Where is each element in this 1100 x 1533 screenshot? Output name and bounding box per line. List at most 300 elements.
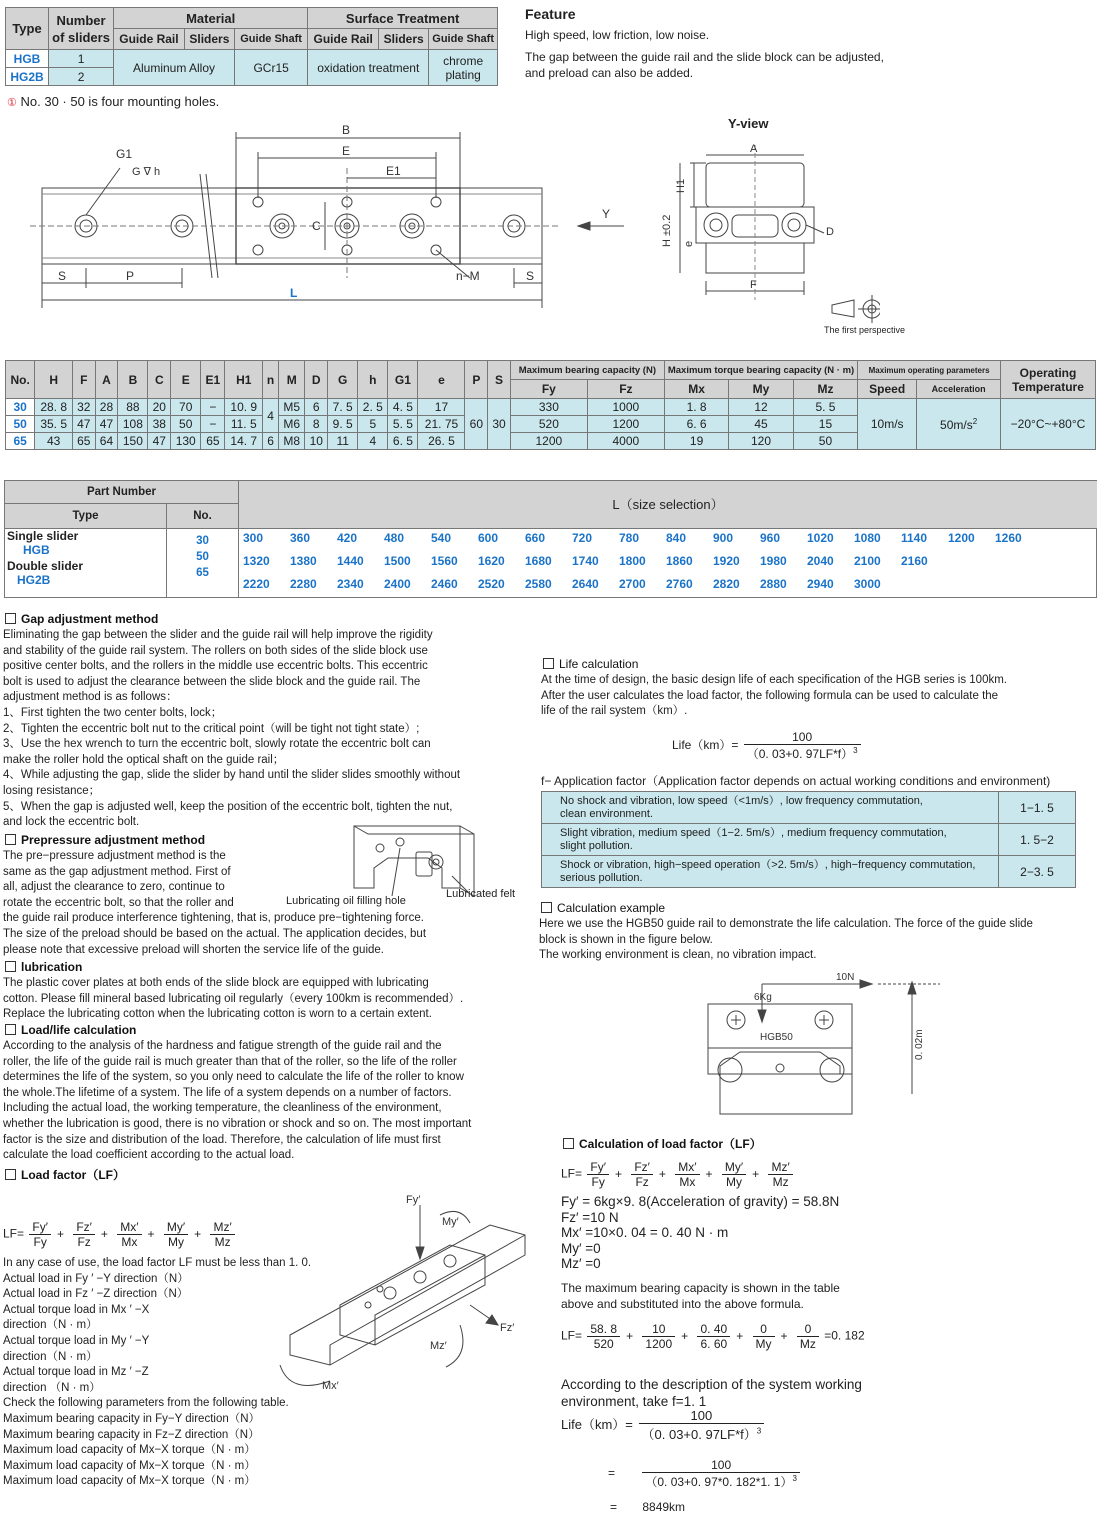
text-line: whether the lubrication is good, there is no vibration or shock and so on. The most important: [3, 1117, 472, 1130]
lf-step-den: （0. 03+0. 97*0. 182*1. 1）: [645, 1475, 793, 1489]
dim-no: 65: [6, 433, 35, 450]
app-factor-value: 2−3. 5: [999, 856, 1076, 888]
size-value: 2820: [713, 577, 740, 591]
dim-cell: 64: [95, 433, 118, 450]
force-my: My′: [442, 1216, 459, 1228]
dim-cell: 12: [729, 399, 793, 416]
label-c: C: [312, 219, 321, 233]
dim-speed: 10m/s: [858, 399, 917, 450]
text-line: Actual torque load in My ′ −Y: [3, 1334, 150, 1347]
label-e: E: [342, 144, 351, 158]
lf-frac-mx: [117, 1220, 141, 1249]
size-value: 2040: [807, 554, 834, 568]
dim-cell: 4: [358, 433, 388, 450]
yview-label-d: D: [826, 226, 834, 238]
lf-calc-frac: [768, 1160, 792, 1189]
app-factor-row: [542, 856, 1076, 888]
lubrication-text: [3, 976, 523, 1023]
text-line: Mx′ =10×0. 04 = 0. 40 N · m: [561, 1225, 729, 1241]
dim-cell: 11. 5: [225, 416, 263, 433]
dim-cell: 5. 5: [793, 399, 857, 416]
size-value: 300: [243, 531, 264, 545]
dim-cell: 14. 7: [225, 433, 263, 450]
dim-no: 50: [6, 416, 35, 433]
dim-h-esmall: e: [418, 361, 465, 399]
part-number-table: [4, 480, 1097, 598]
text-line: the guide rail produce interference tightening, that is, produce pre−tightening force.: [3, 912, 424, 925]
lf-den: Fy: [33, 1235, 47, 1249]
header-guide-shaft: Guide Shaft: [234, 29, 307, 50]
type-double-code: HG2B: [17, 573, 51, 587]
lf-calc-den: Fy: [591, 1175, 605, 1189]
lf-step-frac: [642, 1458, 800, 1490]
lf-frac-mz: [210, 1220, 234, 1249]
dim-h-mz: Mz: [793, 380, 857, 399]
lf-calc-frac: [722, 1160, 746, 1189]
dim-cell: 11: [328, 433, 358, 450]
lf-sub-frac: [642, 1322, 675, 1351]
lf-calc-values: [561, 1194, 839, 1272]
dim-cell: 6. 5: [388, 433, 418, 450]
text-line: 5、When the gap is adjusted well, keep the position of the eccentric bolt, tighten the nut,: [3, 800, 453, 813]
feature-title: Feature: [525, 6, 576, 22]
lf-step-sup: 3: [792, 1474, 797, 1483]
text-line: 4、While adjusting the gap, slide the slider by hand until the slider slides smoothly without: [3, 769, 461, 782]
label-e1: E1: [386, 164, 401, 178]
type-single-code: HGB: [23, 543, 50, 557]
force-mx: Mx′: [322, 1380, 339, 1392]
size-value: 2340: [337, 577, 364, 591]
part-no: 65: [196, 567, 209, 579]
label-p: P: [126, 269, 135, 283]
lf-den: My: [168, 1235, 184, 1249]
part-no: 30: [196, 535, 209, 547]
lubrication-section-title: [5, 960, 82, 974]
lf-life-frac: [639, 1408, 765, 1443]
gap-text: [3, 628, 523, 831]
text-line: roller, the life of the guide rail is much greater than that of the roller, so the life of the roller: [3, 1055, 457, 1068]
dim-cell: −: [201, 399, 225, 416]
lf-frac-my: [164, 1220, 188, 1249]
dim-cell: 8: [305, 416, 328, 433]
text-line: Check the following parameters from the following table.: [3, 1397, 289, 1410]
lf-sub-label: LF=: [561, 1328, 583, 1343]
dim-cell: 47: [95, 416, 118, 433]
size-cells: [238, 529, 1097, 597]
text-line: adjustment method is as follows：: [3, 691, 178, 704]
lf-calc-frac: [587, 1160, 609, 1189]
app-factor-text1: Slight vibration, medium speed（1−2. 5m/s）, medium frequency commutation,: [560, 826, 947, 839]
lf-calc-frac: [675, 1160, 699, 1189]
lf-num: Fz′: [73, 1220, 95, 1235]
surface-shaft: chrome plating: [429, 50, 498, 86]
app-factor-text1: No shock and vibration, low speed（<1m/s）, low frequency commutation,: [560, 794, 923, 807]
dim-cell: 32: [72, 399, 95, 416]
app-factor-row: [542, 824, 1076, 856]
size-value: 900: [713, 531, 734, 545]
dim-h-h1: H1: [225, 361, 263, 399]
app-factor-desc: [542, 792, 999, 824]
type-hg2b: HG2B: [6, 68, 49, 86]
app-factor-text2: clean environment.: [560, 807, 653, 820]
lf-calc-num: My′: [722, 1160, 746, 1175]
fig-dist: 0. 02m: [914, 1029, 925, 1060]
load-life-text: [3, 1039, 523, 1164]
size-value: 1980: [760, 554, 787, 568]
dim-h-hsmall: h: [358, 361, 388, 399]
dim-h-e: E: [171, 361, 201, 399]
checkbox-square-icon: [543, 658, 554, 669]
text-line: direction（N · m）: [3, 1319, 98, 1332]
lf-calc-note1: The maximum bearing capacity is shown in the table: [561, 1281, 840, 1295]
dim-cell: 330: [510, 399, 587, 416]
load-factor-title-text: Load factor（LF）: [21, 1168, 125, 1182]
size-value: 2460: [431, 577, 458, 591]
lf-sub-den: 520: [593, 1337, 614, 1351]
lf-sub-den: Mz: [799, 1337, 816, 1351]
dim-cell: 6: [305, 399, 328, 416]
dim-cell: 50: [793, 433, 857, 450]
dim-temp: −20°C~+80°C: [1001, 399, 1096, 450]
dim-cell: 43: [35, 433, 73, 450]
label-gh: G ∇ h: [132, 166, 161, 178]
dim-cell: 520: [510, 416, 587, 433]
app-factor-text1: Shock or vibration, high−speed operation（>2. 5m/s）, high−frequency commutation,: [560, 858, 976, 871]
number-hgb: 1: [49, 50, 114, 68]
yview-label-e: e: [683, 240, 695, 247]
dim-cell: 47: [148, 433, 171, 450]
dim-cell: 10: [305, 433, 328, 450]
lf-den: Mx: [121, 1235, 138, 1249]
lf-calc-den: Mx: [679, 1175, 696, 1189]
dim-cell: 4. 5: [388, 399, 418, 416]
prepressure-section-title: [5, 833, 205, 847]
text-line: factor is the size and distribution of the load. Therefore, the calculation of life must first: [3, 1133, 441, 1146]
lf-den: Mz: [214, 1235, 231, 1249]
app-factor-text2: serious pollution.: [560, 871, 643, 884]
app-factor-desc: [542, 856, 999, 888]
size-value: 2220: [243, 577, 270, 591]
text-line: Maximum bearing capacity in Fz−Z direction（N）: [3, 1428, 260, 1441]
text-line: block is shown in the figure below.: [539, 933, 713, 946]
dim-h-operating-temp: Operating Temperature: [1001, 361, 1096, 399]
text-line: all, adjust the clearance to zero, continue to: [3, 881, 225, 894]
lf-calc-den: Mz: [772, 1175, 789, 1189]
lf-calc-num: Mx′: [675, 1160, 699, 1175]
size-value: 480: [384, 531, 405, 545]
size-value: 840: [666, 531, 687, 545]
text-line: Maximum bearing capacity in Fy−Y direction（N）: [3, 1412, 261, 1425]
text-line: cotton. Please fill mineral based lubricating oil regularly（every 100km is recommended）.: [3, 992, 464, 1005]
dim-n-65: 6: [263, 433, 279, 450]
lf-sub-frac: [753, 1322, 775, 1351]
label-felt: Lubricated felt: [446, 888, 516, 900]
mounting-note: [7, 94, 219, 109]
label-oil-hole: Lubricating oil filling hole: [286, 895, 406, 907]
lf-sub-num: 10: [642, 1322, 675, 1337]
fig-model: HGB50: [760, 1032, 793, 1043]
material-table: [5, 7, 498, 86]
dim-cell: M8: [279, 433, 305, 450]
text-line: In any case of use, the load factor LF must be less than 1. 0.: [3, 1257, 312, 1269]
dim-cell: 21. 75: [418, 416, 465, 433]
part-h-part-number: Part Number: [5, 481, 238, 504]
text-line: Here we use the HGB50 guide rail to demonstrate the life calculation. The force of the guide slide: [539, 918, 1033, 930]
dim-accel-sup: 2: [972, 416, 978, 426]
dim-cell: 47: [72, 416, 95, 433]
header-guide-rail-2: Guide Rail: [308, 29, 379, 50]
load-factor-section-title: [5, 1166, 125, 1183]
size-value: 780: [619, 531, 640, 545]
text-line: 1、First tighten the two center bolts, lock；: [3, 706, 223, 719]
material-rail-slider: Aluminum Alloy: [114, 50, 235, 86]
dim-h-m: M: [279, 361, 305, 399]
dim-h-p: P: [465, 361, 488, 399]
life-formula-sup: 3: [853, 746, 858, 755]
text-line: Actual torque load in Mz ′ −Z: [3, 1366, 149, 1379]
label-y: Y: [602, 207, 611, 221]
lf-life-label: Life（km）=: [561, 1416, 633, 1432]
text-line: According to the analysis of the hardness and fatigue strength of the guide rail and the: [3, 1040, 442, 1052]
label-b: B: [342, 123, 351, 137]
size-value: 1920: [713, 554, 740, 568]
dim-cell: 2. 5: [358, 399, 388, 416]
size-value: 2100: [854, 554, 881, 568]
yview-label-f: F: [750, 279, 757, 291]
text-line: The pre−pressure adjustment method is the: [3, 850, 226, 862]
lf-sub-frac: [797, 1322, 819, 1351]
label-nm: n−M: [456, 269, 480, 283]
dim-h-b: B: [118, 361, 148, 399]
dim-cell: 1200: [510, 433, 587, 450]
lf-sub-frac: [587, 1322, 620, 1351]
type-double: Double slider: [7, 559, 84, 573]
text-line: Including the actual load, the working temperature, the cleanliness of the environment,: [3, 1102, 442, 1115]
text-line: losing resistance；: [3, 784, 101, 797]
yview-label-a: A: [750, 143, 758, 155]
feature-line3: and preload can also be added.: [525, 66, 694, 80]
dim-cell: 15: [793, 416, 857, 433]
load-life-section-title: [5, 1023, 136, 1037]
life-calc-title-text: Life calculation: [559, 657, 639, 671]
dim-cell: M6: [279, 416, 305, 433]
part-h-type: Type: [5, 504, 167, 529]
gap-section-title: [5, 612, 158, 626]
label-s-right: S: [526, 269, 535, 283]
size-value: 2400: [384, 577, 411, 591]
size-value: 2640: [572, 577, 599, 591]
text-line: the whole.The lifetime of a system. The life of a system depends on a number of factors.: [3, 1086, 452, 1099]
first-perspective-label: The first perspective: [824, 325, 906, 335]
dim-cell: 65: [72, 433, 95, 450]
lf-desc2: environment, take f=1. 1: [561, 1394, 707, 1409]
lf-num: Mz′: [210, 1220, 234, 1235]
size-value: 540: [431, 531, 452, 545]
text-line: Eliminating the gap between the slider and the guide rail will help improve the rigidity: [3, 629, 433, 641]
lf-sub-num: 58. 8: [587, 1322, 620, 1337]
dim-cell: 5: [358, 416, 388, 433]
lf-calc-frac: [631, 1160, 653, 1189]
lf-sub-result: =0. 182: [824, 1328, 865, 1343]
text-line: direction（N · m）: [3, 1350, 98, 1363]
dim-cell: 88: [118, 399, 148, 416]
prepressure-title-text: Prepressure adjustment method: [21, 833, 206, 847]
dim-cell: 1000: [587, 399, 664, 416]
gap-title-text: Gap adjustment method: [21, 612, 159, 626]
dim-h-f: F: [72, 361, 95, 399]
lf-num: Fy′: [29, 1220, 51, 1235]
dim-h-e1: E1: [201, 361, 225, 399]
lf-life-step: [608, 1458, 802, 1490]
material-shaft: GCr15: [234, 50, 307, 86]
checkbox-square-icon: [541, 902, 552, 913]
size-value: 720: [572, 531, 593, 545]
header-surface: Surface Treatment: [308, 8, 498, 29]
text-line: After the user calculates the load factor, the following formula can be used to calculate the: [541, 689, 999, 702]
lf-substitution: LF= $\frac{58. 8}{520}$ + $\frac{10}{1200}$ + $\frac{0. 40}{6. 60}$ + $\frac{0}{My}$ + $\frac{0}{Mz}$ =0. 182: [561, 1322, 865, 1351]
lf-life-num: 100: [639, 1408, 765, 1424]
dim-s: 30: [488, 399, 511, 450]
dim-cell: 45: [729, 416, 793, 433]
size-row: [243, 531, 1042, 545]
life-formula-num: 100: [744, 730, 861, 745]
lf-sub-den: 6. 60: [700, 1337, 728, 1351]
dim-cell: 20: [148, 399, 171, 416]
size-value: 1620: [478, 554, 505, 568]
dim-cell: 130: [171, 433, 201, 450]
text-line: Maximum load capacity of Mx−X torque（N · m）: [3, 1475, 256, 1488]
text-line: Mz′ =0: [561, 1256, 601, 1272]
mounting-note-text: No. 30 · 50 is four mounting holes.: [20, 94, 220, 109]
lf-formula-left: LF= $\frac{Fy'}{Fy}$ + $\frac{Fz'}{Fz}$ + $\frac{Mx'}{Mx}$ + $\frac{My'}{My}$ + $\frac{Mz'}{Mz}$: [3, 1220, 237, 1249]
hgb50-figure: [700, 970, 940, 1118]
force-mz: Mz′: [430, 1340, 447, 1352]
feature-line1: High speed, low friction, low noise.: [525, 28, 710, 42]
lf-calc-note2: above and substituted into the above formula.: [561, 1297, 804, 1311]
life-formula-frac: [744, 730, 861, 762]
lf-frac-fz: [73, 1220, 95, 1249]
checkbox-square-icon: [5, 1024, 16, 1035]
dim-cell: 19: [664, 433, 728, 450]
size-value: 420: [337, 531, 358, 545]
lf-life-result: [610, 1500, 685, 1514]
lf-calc-section-title: [563, 1135, 762, 1152]
checkbox-square-icon: [5, 961, 16, 972]
header-material: Material: [114, 8, 308, 29]
rail-drawing: [0, 118, 1100, 340]
part-h-no: No.: [167, 504, 238, 529]
lf-result-value: 8849km: [642, 1500, 686, 1514]
text-line: Maximum load capacity of Mx−X torque（N · m）: [3, 1459, 256, 1472]
dim-cell: 10. 9: [225, 399, 263, 416]
lf-calc-num: Fy′: [587, 1160, 609, 1175]
text-line: rotate the eccentric bolt, so that the roller and: [3, 896, 234, 909]
size-value: 1020: [807, 531, 834, 545]
lf-sub-num: 0. 40: [697, 1322, 730, 1337]
text-line: At the time of design, the basic design life of each specification of the HGB series is 100km.: [541, 674, 1007, 686]
dim-cell: 65: [201, 433, 225, 450]
text-line: 3、Use the hex wrench to turn the eccentric bolt, slowly rotate the eccentric bolt can: [3, 738, 431, 751]
text-line: Actual load in Fz ′ −Z direction（N）: [3, 1288, 189, 1301]
dim-h-max-bearing: Maximum bearing capacity (N): [510, 361, 664, 380]
life-formula-den: （0. 03+0. 97LF*f）: [746, 747, 854, 761]
lf-label: LF=: [3, 1226, 25, 1241]
lf-life-sup: 3: [756, 1426, 762, 1436]
size-value: 660: [525, 531, 546, 545]
lf-sub-num: 0: [753, 1322, 775, 1337]
force-fy: Fy′: [406, 1194, 421, 1206]
lf-result-eq: =: [610, 1500, 618, 1514]
app-factor-table: [541, 791, 1076, 888]
dim-cell: 9. 5: [328, 416, 358, 433]
app-factor-value: 1. 5−2: [999, 824, 1076, 856]
size-value: 1380: [290, 554, 317, 568]
lf-calc-num: Fz′: [631, 1160, 653, 1175]
force-diagram: [270, 1185, 535, 1395]
size-value: 1680: [525, 554, 552, 568]
dim-cell: 1. 8: [664, 399, 728, 416]
text-line: Replace the lubricating cotton when the lubricating cotton is worn to a certain extent.: [3, 1008, 432, 1021]
dim-cell: 50: [171, 416, 201, 433]
lf-calc-den: My: [726, 1175, 742, 1189]
text-line: Maximum load capacity of Mx−X torque（N · m）: [3, 1444, 256, 1457]
text-line: Fz′ =10 N: [561, 1209, 619, 1225]
size-value: 1440: [337, 554, 364, 568]
text-line: The size of the preload should be based on the actual. The application decides, but: [3, 927, 427, 940]
header-number-sliders: Number of sliders: [49, 8, 114, 50]
dim-n-30-50: 4: [263, 399, 279, 433]
app-factor-text2: slight pollution.: [560, 839, 633, 852]
size-value: 1860: [666, 554, 693, 568]
dim-cell: 6. 6: [664, 416, 728, 433]
lf-calc-den: Fz: [635, 1175, 649, 1189]
size-value: 2160: [901, 554, 928, 568]
dim-accel-value: 50m/s: [940, 417, 973, 432]
header-type: Type: [6, 8, 49, 50]
dim-h-c: C: [148, 361, 171, 399]
text-line: Fy′ = 6kg×9. 8(Acceleration of gravity) = 58.8N: [561, 1194, 840, 1209]
load-life-title-text: Load/life calculation: [21, 1023, 137, 1037]
size-value: 600: [478, 531, 499, 545]
calc-example-section-title: [541, 901, 665, 915]
dim-h-n: n: [263, 361, 279, 399]
app-factor-value: 1−1. 5: [999, 792, 1076, 824]
header-guide-shaft-2: Guide Shaft: [429, 29, 498, 50]
dim-h-max-torque: Maximum torque bearing capacity (N · m): [664, 361, 857, 380]
size-value: 2940: [807, 577, 834, 591]
label-l: L: [290, 286, 298, 300]
yview-label-h: H ±0.2: [661, 214, 673, 247]
text-line: direction （N · m）: [3, 1381, 101, 1394]
part-no: 50: [196, 551, 209, 563]
text-line: determines the life of the system, so you only need to calculate the life of the roller to know: [3, 1071, 464, 1084]
text-line: positive center bolts, and the rollers in the middle use eccentric bolts. This eccentric: [3, 660, 428, 673]
dim-cell: −: [201, 416, 225, 433]
fig-6kg: 6Kg: [754, 992, 772, 1003]
size-value: 1260: [995, 531, 1022, 545]
lf-frac-fy: [29, 1220, 51, 1249]
size-value: 960: [760, 531, 781, 545]
size-value: 2520: [478, 577, 505, 591]
type-hgb: HGB: [6, 50, 49, 68]
dim-cell: 38: [148, 416, 171, 433]
force-fz: Fz′: [500, 1322, 515, 1334]
dim-h-h: H: [35, 361, 73, 399]
yview-title: Y-view: [728, 116, 769, 131]
type-single: Single slider: [7, 529, 79, 543]
calc-example-title-text: Calculation example: [557, 901, 666, 915]
checkbox-square-icon: [5, 613, 16, 624]
